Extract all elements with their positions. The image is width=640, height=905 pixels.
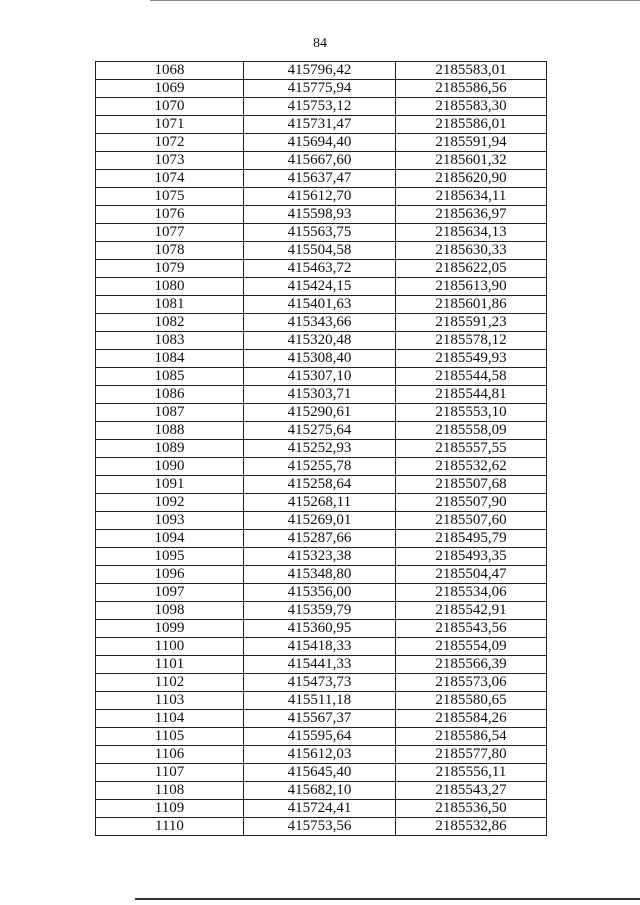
y-coordinate-cell: 2185584,26	[396, 710, 547, 728]
point-number-cell: 1107	[96, 764, 244, 782]
point-number-cell: 1092	[96, 494, 244, 512]
y-coordinate-cell: 2185583,30	[396, 98, 547, 116]
x-coordinate-cell: 415637,47	[244, 170, 396, 188]
point-number-cell: 1082	[96, 314, 244, 332]
x-coordinate-cell: 415463,72	[244, 260, 396, 278]
x-coordinate-cell: 415320,48	[244, 332, 396, 350]
point-number-cell: 1094	[96, 530, 244, 548]
point-number-cell: 1093	[96, 512, 244, 530]
y-coordinate-cell: 2185622,05	[396, 260, 547, 278]
y-coordinate-cell: 2185601,32	[396, 152, 547, 170]
y-coordinate-cell: 2185554,09	[396, 638, 547, 656]
point-number-cell: 1091	[96, 476, 244, 494]
table-row	[96, 530, 547, 548]
y-coordinate-cell: 2185586,54	[396, 728, 547, 746]
point-number-cell: 1089	[96, 440, 244, 458]
table-row	[96, 656, 547, 674]
point-number-cell: 1071	[96, 116, 244, 134]
point-number-cell: 1106	[96, 746, 244, 764]
bottom-border-line	[135, 898, 640, 900]
x-coordinate-cell: 415255,78	[244, 458, 396, 476]
x-coordinate-cell: 415418,33	[244, 638, 396, 656]
point-number-cell: 1087	[96, 404, 244, 422]
point-number-cell: 1078	[96, 242, 244, 260]
point-number-cell: 1075	[96, 188, 244, 206]
y-coordinate-cell: 2185613,90	[396, 278, 547, 296]
coordinates-table-body	[96, 62, 547, 836]
y-coordinate-cell: 2185586,01	[396, 116, 547, 134]
table-row	[96, 476, 547, 494]
table-row	[96, 422, 547, 440]
y-coordinate-cell: 2185583,01	[396, 62, 547, 80]
x-coordinate-cell: 415612,03	[244, 746, 396, 764]
x-coordinate-cell: 415269,01	[244, 512, 396, 530]
x-coordinate-cell: 415598,93	[244, 206, 396, 224]
table-row	[96, 62, 547, 80]
y-coordinate-cell: 2185544,81	[396, 386, 547, 404]
x-coordinate-cell: 415287,66	[244, 530, 396, 548]
table-row	[96, 224, 547, 242]
point-number-cell: 1069	[96, 80, 244, 98]
table-row	[96, 260, 547, 278]
table-row	[96, 710, 547, 728]
x-coordinate-cell: 415323,38	[244, 548, 396, 566]
point-number-cell: 1079	[96, 260, 244, 278]
x-coordinate-cell: 415511,18	[244, 692, 396, 710]
y-coordinate-cell: 2185532,62	[396, 458, 547, 476]
point-number-cell: 1096	[96, 566, 244, 584]
table-row	[96, 674, 547, 692]
point-number-cell: 1085	[96, 368, 244, 386]
x-coordinate-cell: 415612,70	[244, 188, 396, 206]
y-coordinate-cell: 2185507,68	[396, 476, 547, 494]
point-number-cell: 1077	[96, 224, 244, 242]
y-coordinate-cell: 2185507,60	[396, 512, 547, 530]
table-row	[96, 152, 547, 170]
y-coordinate-cell: 2185578,12	[396, 332, 547, 350]
x-coordinate-cell: 415307,10	[244, 368, 396, 386]
table-row	[96, 728, 547, 746]
y-coordinate-cell: 2185620,90	[396, 170, 547, 188]
table-row	[96, 134, 547, 152]
x-coordinate-cell: 415753,56	[244, 818, 396, 836]
y-coordinate-cell: 2185580,65	[396, 692, 547, 710]
point-number-cell: 1103	[96, 692, 244, 710]
point-number-cell: 1088	[96, 422, 244, 440]
table-row	[96, 764, 547, 782]
x-coordinate-cell: 415694,40	[244, 134, 396, 152]
table-row	[96, 818, 547, 836]
x-coordinate-cell: 415753,12	[244, 98, 396, 116]
point-number-cell: 1090	[96, 458, 244, 476]
x-coordinate-cell: 415252,93	[244, 440, 396, 458]
point-number-cell: 1104	[96, 710, 244, 728]
table-row	[96, 584, 547, 602]
point-number-cell: 1102	[96, 674, 244, 692]
x-coordinate-cell: 415275,64	[244, 422, 396, 440]
x-coordinate-cell: 415303,71	[244, 386, 396, 404]
y-coordinate-cell: 2185557,55	[396, 440, 547, 458]
y-coordinate-cell: 2185591,23	[396, 314, 547, 332]
table-row	[96, 188, 547, 206]
table-row	[96, 116, 547, 134]
table-row	[96, 314, 547, 332]
y-coordinate-cell: 2185504,47	[396, 566, 547, 584]
y-coordinate-cell: 2185532,86	[396, 818, 547, 836]
table-row	[96, 746, 547, 764]
x-coordinate-cell: 415775,94	[244, 80, 396, 98]
point-number-cell: 1070	[96, 98, 244, 116]
table-row	[96, 206, 547, 224]
point-number-cell: 1098	[96, 602, 244, 620]
y-coordinate-cell: 2185558,09	[396, 422, 547, 440]
point-number-cell: 1110	[96, 818, 244, 836]
y-coordinate-cell: 2185556,11	[396, 764, 547, 782]
table-row	[96, 404, 547, 422]
point-number-cell: 1073	[96, 152, 244, 170]
table-row	[96, 278, 547, 296]
table-row	[96, 80, 547, 98]
y-coordinate-cell: 2185493,35	[396, 548, 547, 566]
y-coordinate-cell: 2185543,27	[396, 782, 547, 800]
point-number-cell: 1101	[96, 656, 244, 674]
x-coordinate-cell: 415645,40	[244, 764, 396, 782]
y-coordinate-cell: 2185534,06	[396, 584, 547, 602]
y-coordinate-cell: 2185636,97	[396, 206, 547, 224]
x-coordinate-cell: 415424,15	[244, 278, 396, 296]
x-coordinate-cell: 415667,60	[244, 152, 396, 170]
point-number-cell: 1095	[96, 548, 244, 566]
y-coordinate-cell: 2185634,13	[396, 224, 547, 242]
x-coordinate-cell: 415359,79	[244, 602, 396, 620]
coordinates-table	[95, 61, 547, 836]
x-coordinate-cell: 415348,80	[244, 566, 396, 584]
x-coordinate-cell: 415343,66	[244, 314, 396, 332]
point-number-cell: 1100	[96, 638, 244, 656]
x-coordinate-cell: 415401,63	[244, 296, 396, 314]
y-coordinate-cell: 2185495,79	[396, 530, 547, 548]
table-row	[96, 458, 547, 476]
y-coordinate-cell: 2185566,39	[396, 656, 547, 674]
x-coordinate-cell: 415308,40	[244, 350, 396, 368]
x-coordinate-cell: 415258,64	[244, 476, 396, 494]
point-number-cell: 1068	[96, 62, 244, 80]
y-coordinate-cell: 2185573,06	[396, 674, 547, 692]
table-row	[96, 548, 547, 566]
page-number: 84	[313, 36, 327, 51]
y-coordinate-cell: 2185634,11	[396, 188, 547, 206]
point-number-cell: 1108	[96, 782, 244, 800]
table-row	[96, 512, 547, 530]
y-coordinate-cell: 2185591,94	[396, 134, 547, 152]
table-row	[96, 602, 547, 620]
x-coordinate-cell: 415563,75	[244, 224, 396, 242]
table-row	[96, 332, 547, 350]
table-row	[96, 170, 547, 188]
table-row	[96, 350, 547, 368]
point-number-cell: 1074	[96, 170, 244, 188]
x-coordinate-cell: 415567,37	[244, 710, 396, 728]
x-coordinate-cell: 415504,58	[244, 242, 396, 260]
top-border-line	[150, 0, 640, 1]
point-number-cell: 1080	[96, 278, 244, 296]
y-coordinate-cell: 2185601,86	[396, 296, 547, 314]
y-coordinate-cell: 2185549,93	[396, 350, 547, 368]
y-coordinate-cell: 2185543,56	[396, 620, 547, 638]
point-number-cell: 1086	[96, 386, 244, 404]
x-coordinate-cell: 415441,33	[244, 656, 396, 674]
x-coordinate-cell: 415268,11	[244, 494, 396, 512]
x-coordinate-cell: 415595,64	[244, 728, 396, 746]
table-row	[96, 368, 547, 386]
x-coordinate-cell: 415796,42	[244, 62, 396, 80]
point-number-cell: 1076	[96, 206, 244, 224]
table-row	[96, 566, 547, 584]
point-number-cell: 1105	[96, 728, 244, 746]
point-number-cell: 1083	[96, 332, 244, 350]
table-row	[96, 386, 547, 404]
table-row	[96, 692, 547, 710]
table-row	[96, 638, 547, 656]
point-number-cell: 1081	[96, 296, 244, 314]
y-coordinate-cell: 2185544,58	[396, 368, 547, 386]
y-coordinate-cell: 2185536,50	[396, 800, 547, 818]
x-coordinate-cell: 415356,00	[244, 584, 396, 602]
point-number-cell: 1097	[96, 584, 244, 602]
x-coordinate-cell: 415360,95	[244, 620, 396, 638]
table-row	[96, 296, 547, 314]
point-number-cell: 1109	[96, 800, 244, 818]
y-coordinate-cell: 2185630,33	[396, 242, 547, 260]
table-row	[96, 494, 547, 512]
table-row	[96, 98, 547, 116]
point-number-cell: 1084	[96, 350, 244, 368]
y-coordinate-cell: 2185507,90	[396, 494, 547, 512]
table-row	[96, 800, 547, 818]
y-coordinate-cell: 2185586,56	[396, 80, 547, 98]
y-coordinate-cell: 2185553,10	[396, 404, 547, 422]
table-row	[96, 242, 547, 260]
y-coordinate-cell: 2185577,80	[396, 746, 547, 764]
x-coordinate-cell: 415473,73	[244, 674, 396, 692]
table-row	[96, 440, 547, 458]
table-row	[96, 782, 547, 800]
table-row	[96, 620, 547, 638]
point-number-cell: 1099	[96, 620, 244, 638]
x-coordinate-cell: 415682,10	[244, 782, 396, 800]
point-number-cell: 1072	[96, 134, 244, 152]
x-coordinate-cell: 415731,47	[244, 116, 396, 134]
x-coordinate-cell: 415290,61	[244, 404, 396, 422]
x-coordinate-cell: 415724,41	[244, 800, 396, 818]
y-coordinate-cell: 2185542,91	[396, 602, 547, 620]
